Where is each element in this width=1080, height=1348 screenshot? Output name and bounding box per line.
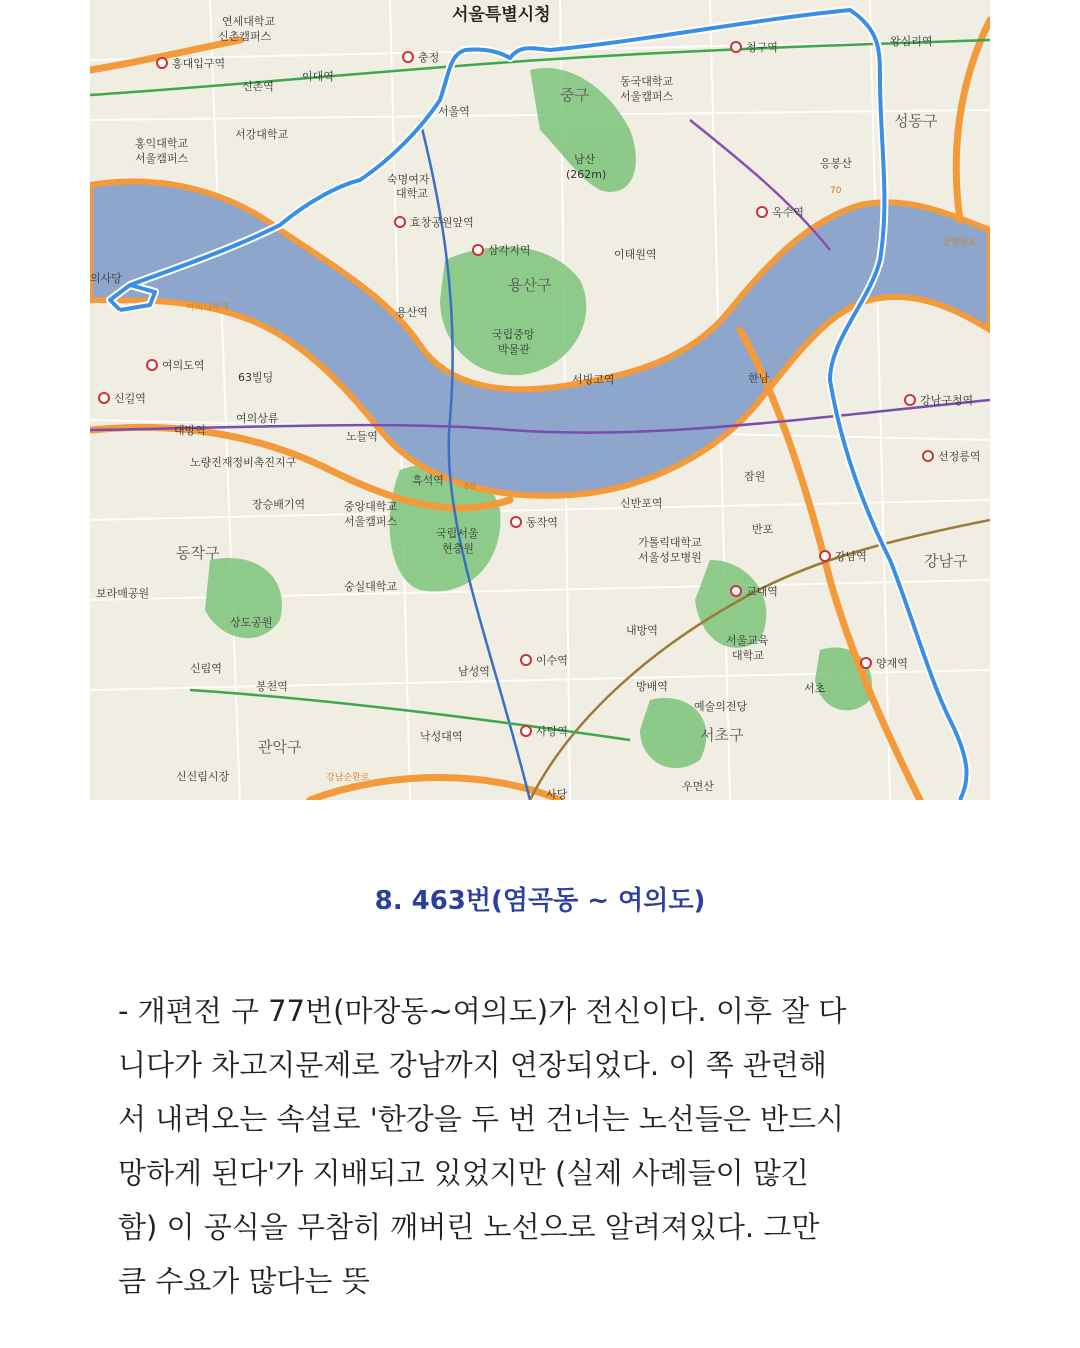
label-yongsan-gu: 용산구 xyxy=(508,276,552,294)
label-seobinggo: 서빙고역 xyxy=(572,373,615,386)
article-line: 서 내려오는 속설로 '한강을 두 번 건너는 노선들은 반드시 xyxy=(118,1102,845,1136)
label-yeouinaru: 여의나루역 xyxy=(186,303,230,313)
station-marker xyxy=(923,451,933,461)
label-isu: 이수역 xyxy=(536,654,568,667)
label-yangjae: 양재역 xyxy=(876,657,908,670)
station-marker xyxy=(395,217,405,227)
station-marker xyxy=(820,551,830,561)
label-catholic: 가톨릭대학교 xyxy=(638,536,702,549)
label-hongik-station: 홍대입구역 xyxy=(172,57,226,70)
label-yongsan-station: 용산역 xyxy=(396,306,428,319)
label-bongcheon: 봉천역 xyxy=(256,680,288,693)
label-wangsimni: 왕십리역 xyxy=(890,35,933,48)
label-gukhoe: 의사당 xyxy=(90,272,122,285)
article-line: 망하게 된다'가 지배되고 있었지만 (실제 사례들이 많긴 xyxy=(118,1156,809,1190)
label-sinbanpo: 신반포역 xyxy=(620,497,663,510)
label-museum-2: 박물관 xyxy=(498,343,530,356)
article-line: 니다가 차고지문제로 강남까지 연장되었다. 이 쪽 관련해 xyxy=(118,1048,827,1082)
label-sadang-ic: 사당 xyxy=(546,788,568,800)
label-dongjak-station: 동작역 xyxy=(526,516,558,529)
station-marker xyxy=(521,726,531,736)
label-seongdong: 성동구 xyxy=(894,112,938,130)
label-national-cemetery-2: 현충원 xyxy=(442,542,474,555)
label-nakseongdae: 낙성대역 xyxy=(420,730,463,743)
station-marker xyxy=(147,360,157,370)
label-dongjak-gu: 동작구 xyxy=(176,544,220,562)
label-gangnam-gu: 강남구 xyxy=(924,552,968,570)
label-jamwon: 잠원 xyxy=(744,470,766,483)
label-umyeonsan: 우면산 xyxy=(682,780,714,793)
label-bangbae: 방배역 xyxy=(636,680,668,693)
label-namseong: 남성역 xyxy=(458,665,490,678)
label-cheonggu: 청구역 xyxy=(746,41,778,54)
label-boramae: 보라매공원 xyxy=(96,587,150,600)
label-banpo: 반포 xyxy=(752,523,774,536)
label-museum: 국립중앙 xyxy=(492,328,535,341)
label-city-hall: 서울특별시청 xyxy=(452,5,551,25)
label-hongik-univ: 홍익대학교 xyxy=(135,137,189,150)
station-marker xyxy=(157,58,167,68)
station-marker xyxy=(861,658,871,668)
label-gangnam-ring: 강남순환로 xyxy=(326,773,370,783)
label-chung-ang: 중앙대학교 xyxy=(344,500,398,513)
label-road-88: 88 xyxy=(464,482,476,492)
label-gangbyeon: 강변북로 xyxy=(942,238,977,248)
station-marker xyxy=(731,586,741,596)
label-namsan: 남산 xyxy=(574,153,596,166)
label-samgakji: 삼각지역 xyxy=(488,244,531,257)
label-gwanak-gu: 관악구 xyxy=(258,738,302,756)
label-seonjeongneung: 선정릉역 xyxy=(938,450,981,463)
label-dongguk: 동국대학교 xyxy=(620,75,674,88)
label-singil: 신길역 xyxy=(114,392,146,405)
article-title: 8. 463번(염곡동 ~ 여의도) xyxy=(374,886,706,916)
article-line: 큼 수요가 많다는 뜻 xyxy=(118,1264,370,1298)
label-chungjeongno: 충정 xyxy=(418,51,440,64)
label-heukseok: 흑석역 xyxy=(412,474,444,487)
label-sookmyung-2: 대학교 xyxy=(396,187,428,200)
label-catholic-2: 서울성모병원 xyxy=(638,551,702,564)
label-seoul-arts: 예술의전당 xyxy=(694,700,748,713)
station-marker xyxy=(511,517,521,527)
label-road-70: 70 xyxy=(830,186,842,196)
label-noryangjin: 노량진재정비촉진지구 xyxy=(190,456,297,469)
label-sadang: 사당역 xyxy=(536,725,568,738)
label-gangnamgu-office: 강남구청역 xyxy=(920,394,974,407)
label-sinchon-station: 신촌역 xyxy=(242,80,274,93)
article-body xyxy=(118,984,968,1308)
map-svg xyxy=(90,0,990,800)
label-seocho-gu: 서초구 xyxy=(700,726,744,744)
route-map xyxy=(90,0,990,800)
label-daebang: 대방역 xyxy=(174,424,206,437)
label-hongik-campus: 서울캠퍼스 xyxy=(135,152,189,165)
station-marker xyxy=(521,655,531,665)
label-yeouido-station: 여의도역 xyxy=(162,359,205,372)
label-yonsei: 연세대학교 xyxy=(222,15,276,28)
label-hyochang: 효창공원앞역 xyxy=(410,216,474,229)
station-marker xyxy=(99,393,109,403)
label-seoul-edu-2: 대학교 xyxy=(732,649,764,662)
label-jung-gu: 중구 xyxy=(560,86,589,104)
label-seoul-edu: 서울교육 xyxy=(726,634,769,647)
label-gyodae: 교대역 xyxy=(746,585,778,598)
label-sogang: 서강대학교 xyxy=(235,128,289,141)
station-marker xyxy=(473,245,483,255)
label-chung-ang-2: 서울캠퍼스 xyxy=(344,515,398,528)
label-63-building: 63빌딩 xyxy=(238,371,274,384)
label-jangseungbaegi: 장승배기역 xyxy=(252,498,306,511)
label-seoul-station: 서울역 xyxy=(438,105,470,118)
label-dongguk-campus: 서울캠퍼스 xyxy=(620,90,674,103)
label-sangdo: 상도공원 xyxy=(230,616,273,629)
label-yeouisangnyu: 여의상류 xyxy=(236,412,279,425)
station-marker xyxy=(757,207,767,217)
label-soongsil: 숭실대학교 xyxy=(344,580,398,593)
label-sinsillim: 신신림시장 xyxy=(176,770,230,783)
station-marker xyxy=(731,42,741,52)
label-eungbong: 응봉산 xyxy=(820,157,852,170)
label-idae-station: 이대역 xyxy=(302,70,334,83)
label-itaewon: 이태원역 xyxy=(614,248,657,261)
label-hannam: 한남 xyxy=(748,372,770,385)
article-line: - 개편전 구 77번(마장동~여의도)가 전신이다. 이후 잘 다 xyxy=(118,994,847,1028)
article-line: 함) 이 공식을 무참히 깨버린 노선으로 알려져있다. 그만 xyxy=(118,1210,820,1244)
label-sookmyung: 숙명여자 xyxy=(387,173,430,186)
label-namsan-height: (262m) xyxy=(566,168,607,181)
station-marker xyxy=(403,52,413,62)
label-nodeul: 노들역 xyxy=(346,430,378,443)
label-national-cemetery: 국립서울 xyxy=(436,527,479,540)
label-gangnam-station: 강남역 xyxy=(835,550,867,563)
label-sillim: 신림역 xyxy=(190,662,222,675)
label-naebang: 내방역 xyxy=(626,624,658,637)
station-marker xyxy=(905,395,915,405)
label-oksu: 옥수역 xyxy=(772,206,804,219)
label-sinchon-campus: 신촌캠퍼스 xyxy=(218,30,272,43)
label-seocho-ic: 서초 xyxy=(804,682,826,695)
